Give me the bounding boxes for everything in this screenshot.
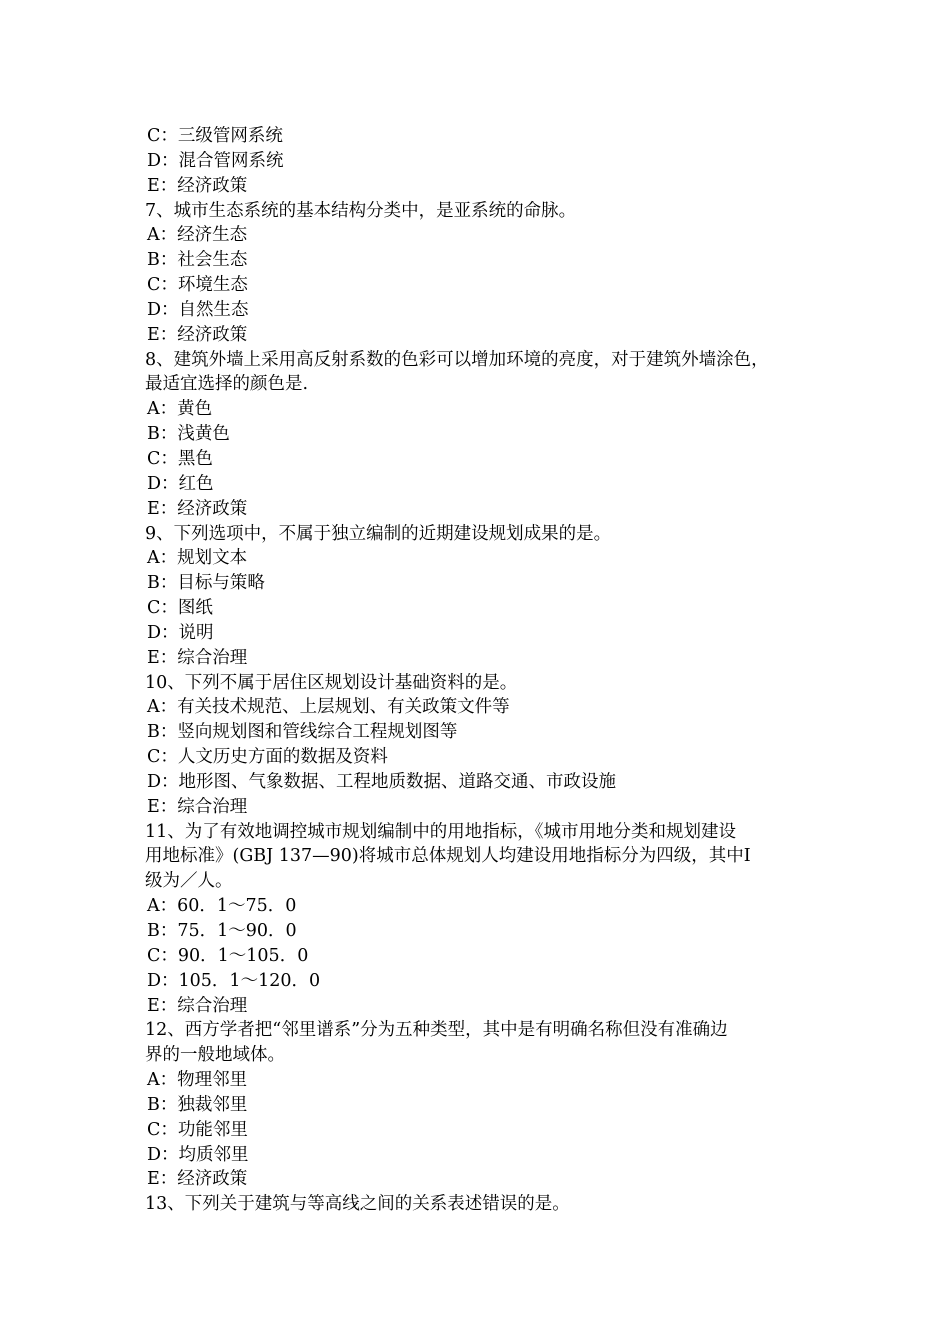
answer-option: D：自然生态 xyxy=(147,299,249,320)
answer-option: E：经济政策 xyxy=(147,324,248,345)
document-body xyxy=(145,124,825,1217)
answer-option: E：经济政策 xyxy=(147,498,248,519)
answer-option: E：综合治理 xyxy=(147,647,248,668)
answer-option: D：说明 xyxy=(147,622,214,643)
question-text: 9、下列选项中，不属于独立编制的近期建设规划成果的是。 xyxy=(145,523,612,544)
question-text: 最适宜选择的颜色是. xyxy=(145,374,309,395)
answer-option: C：三级管网系统 xyxy=(147,126,283,146)
answer-option: C：人文历史方面的数据及资料 xyxy=(147,747,388,768)
answer-option: E：经济政策 xyxy=(147,175,248,196)
question-text: 13、下列关于建筑与等高线之间的关系表述错误的是。 xyxy=(145,1194,570,1215)
question-text: 8、建筑外墙上采用高反射系数的色彩可以增加环境的亮度，对于建筑外墙涂色， xyxy=(145,349,769,370)
answer-option: B：社会生态 xyxy=(147,250,248,271)
question-text: 12、西方学者把“邻里谱系”分为五种类型，其中是有明确名称但没有准确边 xyxy=(145,1020,728,1041)
answer-option: B：独裁邻里 xyxy=(147,1094,248,1115)
answer-option: C：黑色 xyxy=(147,448,213,469)
answer-option: E：综合治理 xyxy=(147,796,248,817)
answer-option: C：功能邻里 xyxy=(147,1119,248,1140)
answer-option: A：有关技术规范、上层规划、有关政策文件等 xyxy=(147,697,510,718)
question-text: 10、下列不属于居住区规划设计基础资料的是。 xyxy=(145,672,518,693)
answer-option: D：红色 xyxy=(147,473,214,494)
answer-option: B：竖向规划图和管线综合工程规划图等 xyxy=(147,722,458,743)
question-text: 11、为了有效地调控城市规划编制中的用地指标，《城市用地分类和规划建设 xyxy=(145,821,737,842)
answer-option: C：图纸 xyxy=(147,598,213,619)
answer-option: D：地形图、气象数据、工程地质数据、道路交通、市政设施 xyxy=(147,771,617,792)
answer-option: A：物理邻里 xyxy=(147,1070,248,1091)
question-text: 界的一般地域体。 xyxy=(145,1045,285,1066)
answer-option: A：黄色 xyxy=(147,399,213,420)
answer-option: C：环境生态 xyxy=(147,275,248,296)
answer-option: B：75．1～90．0 xyxy=(147,921,297,941)
question-text: 用地标准》(GBJ 137—90)将城市总体规划人均建设用地指标分为四级，其中Ⅰ xyxy=(145,846,751,867)
answer-option: B：目标与策略 xyxy=(147,573,265,594)
answer-option: A：规划文本 xyxy=(147,548,248,569)
answer-option: D：混合管网系统 xyxy=(147,150,284,171)
answer-option: C：90．1～105．0 xyxy=(147,945,309,966)
answer-option: E：经济政策 xyxy=(147,1169,248,1190)
answer-option: D：均质邻里 xyxy=(147,1144,249,1165)
answer-option: A：经济生态 xyxy=(147,225,248,246)
question-text: 级为／人。 xyxy=(145,871,233,892)
answer-option: A：60．1～75．0 xyxy=(147,896,297,917)
answer-option: E：综合治理 xyxy=(147,995,248,1016)
answer-option: B：浅黄色 xyxy=(147,424,230,445)
question-text: 7、城市生态系统的基本结构分类中，是亚系统的命脉。 xyxy=(145,200,577,221)
answer-option: D：105．1～120．0 xyxy=(147,970,321,991)
